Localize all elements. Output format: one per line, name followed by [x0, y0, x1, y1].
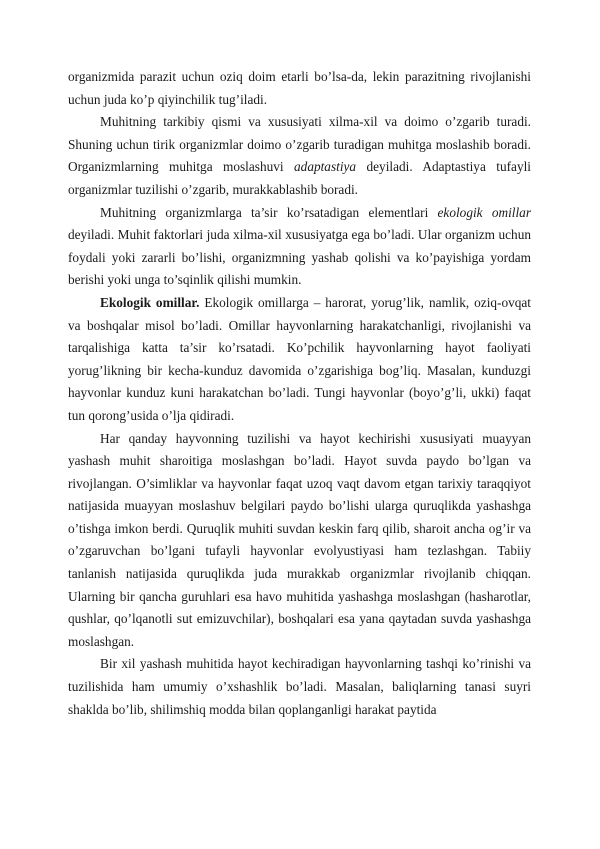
paragraph-3-text-b: deyiladi. Muhit faktorlari juda xilma-xil xususiyatga ega bo’ladi. Ular organizm uchun foydali yoki zararli bo’lishi, organizmning yashab qolishi va ko’payishiga yordam berishi yoki unga to’sqinlik qilishi mumkin.	[68, 227, 531, 288]
paragraph-1	[68, 66, 531, 111]
section-heading-ekologik-omillar: Ekologik omillar.	[100, 294, 200, 310]
term-ekologik-omillar: ekologik omillar	[437, 204, 531, 220]
paragraph-2	[68, 111, 531, 201]
term-adaptastiya: adaptastiya	[294, 159, 357, 175]
paragraph-6-text: Bir xil yashash muhitida hayot kechiradigan hayvonlarning tashqi ko’rinishi va tuzilishida ham umumiy o’xshashlik bo’ladi. Masalan, baliqlarning tanasi suyri shaklda bo’lib, shilimshiq modda bilan qoplanganligi harakat paytida	[68, 656, 531, 717]
paragraph-5-text: Har qanday hayvonning tuzilishi va hayot kechirishi xususiyati muayyan yashash muhit sharoitiga moslashgan bo’ladi. Hayot suvda paydo bo’lgan va rivojlangan. O’simliklar va hayvonlar faqat uzoq vaqt davom etgan tarixiy taraqqiyot natijasida muayyan moslashuv belgilari paydo bo’lishi ularga quruqlikda yashashga o’tishga imkon berdi. Quruqlik muhiti suvdan keskin farq qilib, sharoit ancha og’ir va o’zgaruvchan bo’lgani tufayli hayvonlar evolyustiyasi ham tezlashgan. Tabiiy tanlanish natijasida quruqlikda juda murakkab organizmlar rivojlanib chiqqan. Ularning bir qancha guruhlari esa havo muhitida yashashga moslashgan (hasharotlar, qushlar, qo’lqanotli sut emizuvchilar), boshqalari esa yana qaytadan suvda yashashga moslashgan.	[68, 430, 531, 649]
paragraph-2-text-a: Muhitning tarkibiy qismi va xususiyati xilma-xil va doimo o’zgarib turadi. Shuning uchun tirik organizmlar doimo o’zgarib turadigan muhitga moslashib boradi. Organizmlarning muhitga moslashuvi	[68, 114, 531, 175]
paragraph-4	[68, 292, 531, 428]
document-page	[68, 66, 531, 721]
paragraph-2-text-b: deyiladi. Adaptastiya tufayli organizmlar tuzilishi o’zgarib, murakkablashib boradi.	[68, 159, 531, 197]
paragraph-6	[68, 653, 531, 721]
paragraph-5	[68, 428, 531, 654]
paragraph-3-text-a: Muhitning organizmlarga ta’sir ko’rsatadigan elementlari	[100, 204, 438, 220]
paragraph-1-text: organizmida parazit uchun oziq doim etarli bo’lsa-da, lekin parazitning rivojlanishi uchun juda ko’p qiyinchilik tug’iladi.	[68, 69, 531, 107]
paragraph-4-text: Ekologik omillarga – harorat, yorug’lik, namlik, oziq-ovqat va boshqalar misol bo’ladi. Omillar hayvonlarning harakatchanligi, rivojlanishi va tarqalishiga katta ta’sir ko’rsatadi. Ko’pchilik hayvonlarning hayot faoliyati yorug’likning bir kecha-kunduz davomida o’zgarishiga bog’liq. Masalan, kunduzgi hayvonlar kunduz kuni harakatchan bo’ladi. Tungi hayvonlar (boyo’g’li, ukki) faqat tun qorong’usida o’lja qidiradi.	[68, 294, 532, 423]
paragraph-3	[68, 202, 531, 292]
